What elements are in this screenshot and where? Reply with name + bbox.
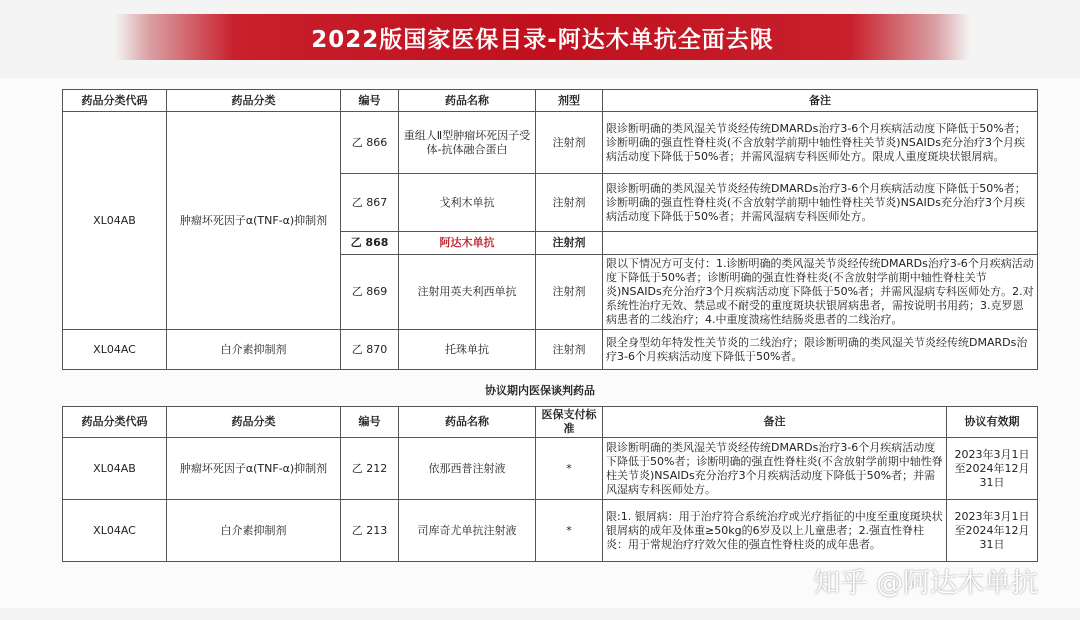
negotiated-drugs-table <box>62 406 1038 562</box>
title-banner <box>115 14 970 60</box>
document-page <box>0 78 1080 608</box>
class-name: 肿瘤坏死因子α(TNF-α)抑制剂 <box>167 112 341 330</box>
header-period: 协议有效期 <box>947 407 1038 438</box>
header-code: 药品分类代码 <box>63 90 167 112</box>
table-row <box>63 112 1038 174</box>
class-name: 肿瘤坏死因子α(TNF-α)抑制剂 <box>167 438 341 500</box>
drug-name: 托珠单抗 <box>399 330 536 370</box>
header-name: 药品名称 <box>399 407 536 438</box>
table-row <box>63 438 1038 500</box>
catalog-table <box>62 89 1038 370</box>
drug-name: 阿达木单抗 <box>399 232 536 255</box>
class-code: XL04AC <box>63 330 167 370</box>
table-header-row <box>63 90 1038 112</box>
class-code: XL04AB <box>63 438 167 500</box>
drug-form: 注射剂 <box>536 112 603 174</box>
drug-form: 注射剂 <box>536 174 603 232</box>
drug-number: 乙 867 <box>341 174 399 232</box>
table-row <box>63 330 1038 370</box>
drug-form: 注射剂 <box>536 330 603 370</box>
header-category: 药品分类 <box>167 90 341 112</box>
header-category: 药品分类 <box>167 407 341 438</box>
drug-note: 限诊断明确的类风湿关节炎经传统DMARDs治疗3-6个月疾病活动度下降低于50%者；诊断明确的强直性脊柱炎(不含放射学前期中轴性脊柱关节炎)NSAIDs充分治疗3个月疾病活动度下降低于50%者；并需风湿病专科医师处方。 <box>603 438 947 500</box>
header-number: 编号 <box>341 407 399 438</box>
header-note: 备注 <box>603 90 1038 112</box>
drug-name: 重组人Ⅱ型肿瘤坏死因子受体-抗体融合蛋白 <box>399 112 536 174</box>
agreement-period: 2023年3月1日至2024年12月31日 <box>947 438 1038 500</box>
table-row <box>63 500 1038 562</box>
class-name: 白介素抑制剂 <box>167 330 341 370</box>
drug-note: 限诊断明确的类风湿关节炎经传统DMARDs治疗3-6个月疾病活动度下降低于50%者；诊断明确的强直性脊柱炎(不含放射学前期中轴性脊柱关节炎)NSAIDs充分治疗3个月疾病活动度下降低于50%者；并需风湿病专科医师处方。限成人重度斑块状银屑病。 <box>603 112 1038 174</box>
drug-number: 乙 870 <box>341 330 399 370</box>
drug-note: 限诊断明确的类风湿关节炎经传统DMARDs治疗3-6个月疾病活动度下降低于50%者；诊断明确的强直性脊柱炎(不含放射学前期中轴性脊柱关节炎)NSAIDs充分治疗3个月疾病活动度下降低于50%者；并需风湿病专科医师处方。 <box>603 174 1038 232</box>
class-code: XL04AB <box>63 112 167 330</box>
agreement-period: 2023年3月1日至2024年12月31日 <box>947 500 1038 562</box>
section-subtitle: 协议期内医保谈判药品 <box>485 384 595 397</box>
drug-number: 乙 866 <box>341 112 399 174</box>
drug-form: 注射剂 <box>536 232 603 255</box>
header-number: 编号 <box>341 90 399 112</box>
drug-name: 戈利木单抗 <box>399 174 536 232</box>
table-header-row <box>63 407 1038 438</box>
header-name: 药品名称 <box>399 90 536 112</box>
drug-note: 限以下情况方可支付：1.诊断明确的类风湿关节炎经传统DMARDs治疗3-6个月疾病活动度下降低于50%者；诊断明确的强直性脊柱炎(不含放射学前期中轴性脊柱关节炎)NSAIDs充分治疗3个月疾病活动度下降低于50%者；并需风湿病专科医师处方。2.对系统性治疗无效、禁忌或不耐受的重度斑块状银屑病患者，需按说明书用药；3.克罗恩病患者的二线治疗；4.中重度溃疡性结肠炎患者的二线治疗。 <box>603 255 1038 330</box>
header-price: 医保支付标准 <box>536 407 603 438</box>
drug-form: 注射剂 <box>536 255 603 330</box>
drug-price: * <box>536 438 603 500</box>
drug-number: 乙 868 <box>341 232 399 255</box>
header-note: 备注 <box>603 407 947 438</box>
drug-name: 注射用英夫利西单抗 <box>399 255 536 330</box>
drug-number: 乙 213 <box>341 500 399 562</box>
drug-number: 乙 869 <box>341 255 399 330</box>
drug-note: 限:1. 银屑病：用于治疗符合系统治疗或光疗指征的中度至重度斑块状银屑病的成年及体重≥50kg的6岁及以上儿童患者；2.强直性脊柱炎：用于常规治疗疗效欠佳的强直性脊柱炎的成年患者。 <box>603 500 947 562</box>
watermark: 知乎 @阿达木单抗 <box>813 568 1038 599</box>
class-name: 白介素抑制剂 <box>167 500 341 562</box>
drug-number: 乙 212 <box>341 438 399 500</box>
class-code: XL04AC <box>63 500 167 562</box>
page-title: 2022版国家医保目录-阿达木单抗全面去限 <box>311 26 774 53</box>
drug-name: 司库奇尤单抗注射液 <box>399 500 536 562</box>
drug-note <box>603 232 1038 255</box>
drug-name: 依那西普注射液 <box>399 438 536 500</box>
drug-note: 限全身型幼年特发性关节炎的二线治疗；限诊断明确的类风湿关节炎经传统DMARDs治疗3-6个月疾病活动度下降低于50%者。 <box>603 330 1038 370</box>
header-code: 药品分类代码 <box>63 407 167 438</box>
drug-price: * <box>536 500 603 562</box>
header-form: 剂型 <box>536 90 603 112</box>
